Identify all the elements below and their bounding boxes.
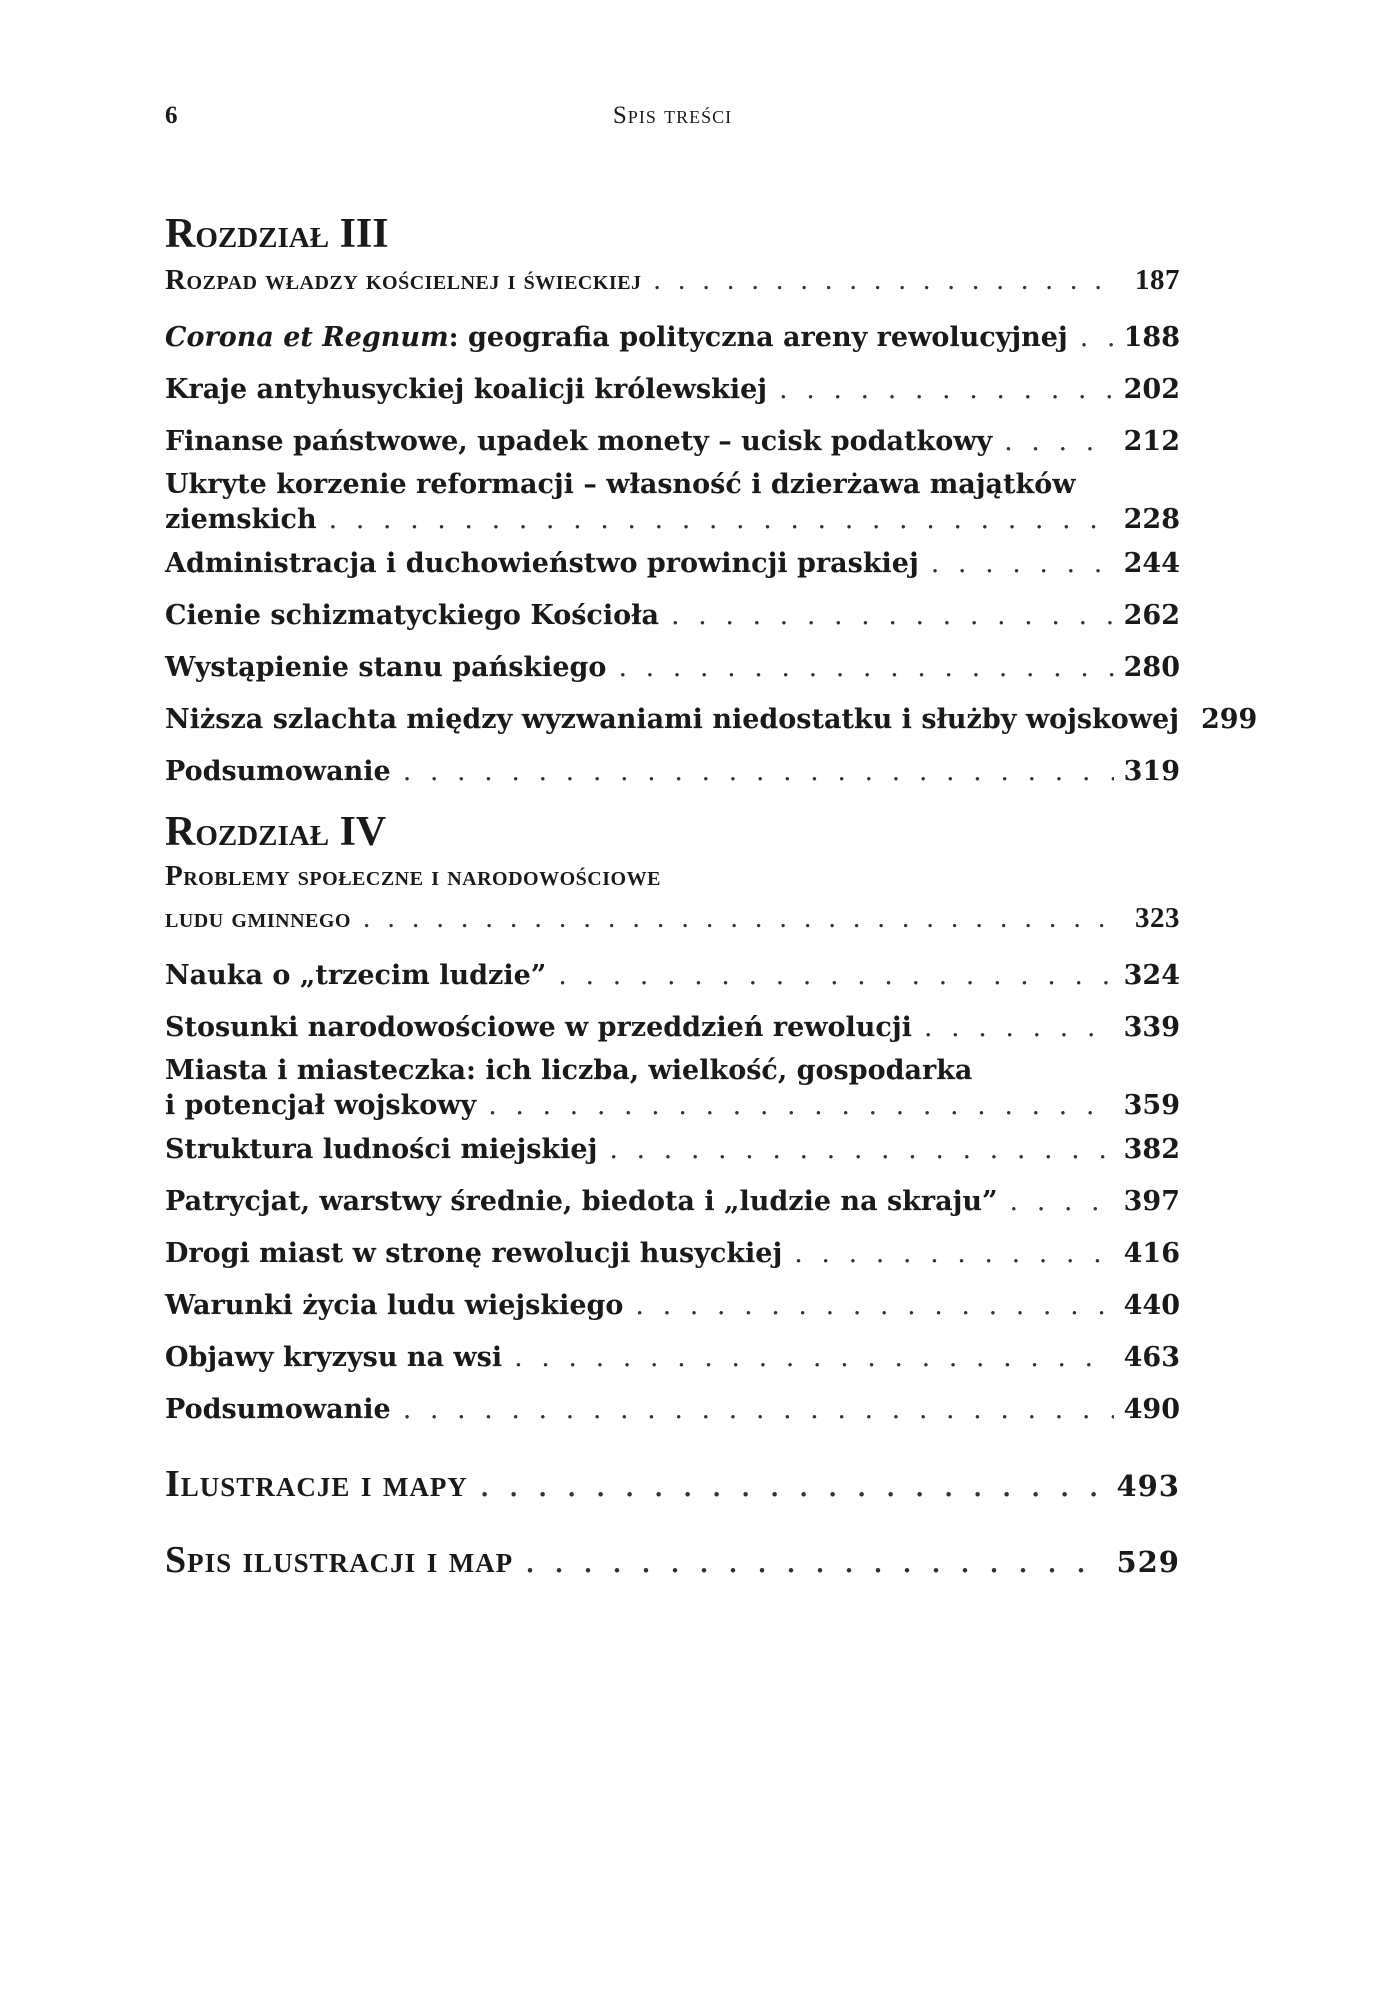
- dot-leader: [618, 642, 1113, 694]
- toc-entry[interactable]: [165, 1280, 1180, 1332]
- page-header: [165, 102, 1180, 138]
- page-ref: 382: [1123, 1134, 1180, 1165]
- page-ref: 188: [1123, 322, 1180, 353]
- toc-entry[interactable]: [165, 1124, 1180, 1176]
- chapter-title: ludu gminnego: [165, 902, 351, 934]
- page-ref: 416: [1123, 1238, 1180, 1269]
- toc-entry[interactable]: [165, 1384, 1180, 1436]
- toc-entry[interactable]: [165, 312, 1180, 364]
- back-matter-entry[interactable]: [165, 1522, 1180, 1598]
- dot-leader: [1080, 312, 1114, 364]
- dot-leader: [635, 1280, 1113, 1332]
- page-ref: 212: [1123, 426, 1180, 457]
- chapter-label: Rozdział III: [165, 211, 389, 257]
- entry-title: Warunki życia ludu wiejskiego: [165, 1290, 624, 1321]
- chapter-title-row[interactable]: [165, 258, 1180, 302]
- table-of-contents: [165, 210, 1258, 1598]
- toc-entry[interactable]: [165, 590, 1180, 642]
- toc-entry[interactable]: [165, 502, 1180, 538]
- page-ref: 299: [1200, 704, 1258, 735]
- dot-leader: [480, 1446, 1107, 1522]
- entry-title-italic: Corona et Regnum: [165, 322, 449, 353]
- running-head: Spis treści: [612, 102, 733, 129]
- dot-leader: [403, 1384, 1114, 1436]
- page-ref: 440: [1123, 1290, 1180, 1321]
- toc-entry[interactable]: [165, 1002, 1180, 1054]
- page-ref: 463: [1123, 1342, 1180, 1373]
- entry-title: Drogi miast w stronę rewolucji husyckiej: [165, 1238, 783, 1269]
- page-ref: 228: [1123, 504, 1180, 535]
- page-ref: 490: [1123, 1394, 1180, 1425]
- page-ref: 529: [1116, 1545, 1180, 1579]
- entry-title-line1: Ukryte korzenie reformacji – własność i dzierżawa majątków: [165, 469, 1076, 500]
- page-ref: 359: [1123, 1090, 1180, 1121]
- dot-leader: [931, 538, 1114, 590]
- toc-entry-line1[interactable]: [165, 468, 1180, 502]
- entry-title: Nauka o „trzecim ludzie”: [165, 960, 547, 991]
- back-matter-entry[interactable]: [165, 1446, 1180, 1522]
- chapter-title: Rozpad władzy kościelnej i świeckiej: [165, 264, 642, 296]
- chapter-title-line1: Problemy społeczne i narodowościowe: [165, 860, 661, 892]
- entry-title: Podsumowanie: [165, 1394, 391, 1425]
- page-ref: 262: [1123, 600, 1180, 631]
- toc-entry[interactable]: [165, 1228, 1180, 1280]
- entry-title: Administracja i duchowieństwo prowincji praskiej: [165, 548, 919, 579]
- page-ref: 280: [1123, 652, 1180, 683]
- dot-leader: [1010, 1176, 1114, 1228]
- toc-entry[interactable]: [165, 538, 1180, 590]
- back-matter-title: Ilustracje i mapy: [165, 1463, 468, 1505]
- entry-title: Struktura ludności miejskiej: [165, 1134, 598, 1165]
- entry-title: Finanse państwowe, upadek monety – ucisk podatkowy: [165, 426, 993, 457]
- page-number: 6: [165, 102, 178, 129]
- page-ref: 339: [1123, 1012, 1180, 1043]
- entry-title: Corona et Regnum: geografia polityczna areny rewolucyjnej: [165, 322, 1068, 353]
- toc-entry[interactable]: [165, 1176, 1180, 1228]
- dot-leader: [779, 364, 1114, 416]
- dot-leader: [671, 590, 1114, 642]
- toc-entry[interactable]: [165, 642, 1180, 694]
- dot-leader: [558, 950, 1113, 1002]
- dot-leader: [329, 502, 1114, 538]
- dot-leader: [924, 1002, 1114, 1054]
- dot-leader: [654, 258, 1114, 302]
- entry-title: Niższa szlachta między wyzwaniami niedostatku i służby wojskowej: [165, 704, 1179, 735]
- page-ref: 324: [1123, 960, 1180, 991]
- page-ref: 187: [1135, 264, 1180, 296]
- chapter-title-row[interactable]: [165, 896, 1180, 940]
- page-ref: 493: [1116, 1469, 1180, 1503]
- page-ref: 397: [1123, 1186, 1180, 1217]
- dot-leader: [363, 896, 1114, 940]
- dot-leader: [1004, 416, 1113, 468]
- entry-title: Patrycjat, warstwy średnie, biedota i „ludzie na skraju”: [165, 1186, 998, 1217]
- dot-leader: [525, 1522, 1106, 1598]
- toc-entry[interactable]: [165, 1332, 1180, 1384]
- entry-title: Wystąpienie stanu pańskiego: [165, 652, 607, 683]
- entry-title-line1: Miasta i miasteczka: ich liczba, wielkość, gospodarka: [165, 1055, 973, 1086]
- toc-entry[interactable]: [165, 746, 1180, 798]
- entry-title: Stosunki narodowościowe w przeddzień rewolucji: [165, 1012, 912, 1043]
- toc-entry-line1[interactable]: [165, 1054, 1180, 1088]
- dot-leader: [794, 1228, 1113, 1280]
- entry-title: Cienie schizmatyckiego Kościoła: [165, 600, 660, 631]
- entry-title: Objawy kryzysu na wsi: [165, 1342, 503, 1373]
- entry-title: i potencjał wojskowy: [165, 1090, 477, 1121]
- page-ref: 244: [1123, 548, 1180, 579]
- dot-leader: [488, 1088, 1113, 1124]
- page-ref: 323: [1135, 902, 1180, 934]
- chapter-label: Rozdział IV: [165, 809, 387, 855]
- dot-leader: [609, 1124, 1113, 1176]
- toc-entry[interactable]: [165, 694, 1258, 746]
- entry-title: ziemskich: [165, 504, 317, 535]
- page-ref: 319: [1123, 756, 1180, 787]
- entry-title: Kraje antyhusyckiej koalicji królewskiej: [165, 374, 768, 405]
- page-ref: 202: [1123, 374, 1180, 405]
- back-matter-title: Spis ilustracji i map: [165, 1539, 514, 1581]
- toc-entry[interactable]: [165, 416, 1180, 468]
- toc-entry[interactable]: [165, 950, 1180, 1002]
- entry-title: Podsumowanie: [165, 756, 391, 787]
- toc-entry[interactable]: [165, 1088, 1180, 1124]
- dot-leader: [514, 1332, 1114, 1384]
- dot-leader: [403, 746, 1114, 798]
- toc-entry[interactable]: [165, 364, 1180, 416]
